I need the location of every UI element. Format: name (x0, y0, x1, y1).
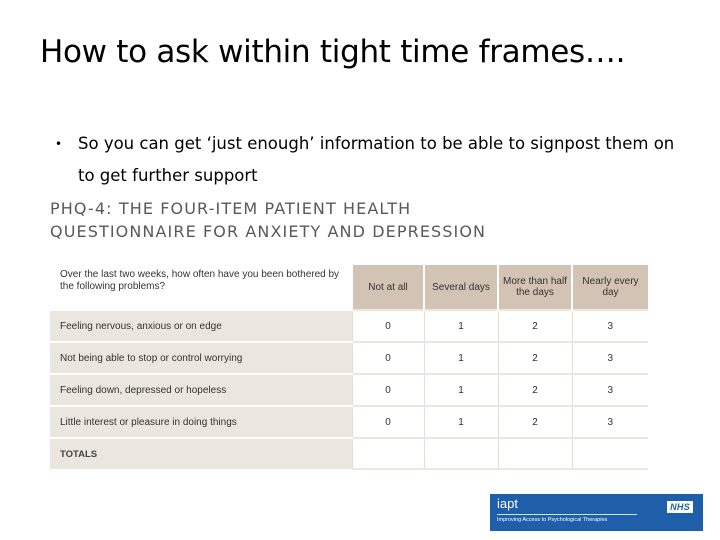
item-label: Little interest or pleasure in doing things (50, 406, 352, 438)
totals-cell (424, 438, 498, 469)
option-header: Nearly every day (572, 265, 648, 310)
iapt-logo (490, 494, 703, 531)
option-header: More than half the days (498, 265, 572, 310)
totals-cell (572, 438, 648, 469)
item-label: Feeling nervous, anxious or on edge (50, 310, 352, 342)
table-row (50, 406, 648, 438)
phq-heading-line2: QUESTIONNAIRE FOR ANXIETY AND DEPRESSION (50, 222, 487, 241)
table-row (50, 310, 648, 342)
score-cell: 3 (572, 374, 648, 406)
iapt-name: iapt (497, 496, 518, 511)
table-header-row (50, 265, 648, 310)
score-cell: 1 (424, 342, 498, 374)
item-label: Not being able to stop or control worrying (50, 342, 352, 374)
option-header: Not at all (352, 265, 424, 310)
slide-title: How to ask within tight time frames…. (40, 34, 626, 70)
score-cell: 2 (498, 342, 572, 374)
question-header: Over the last two weeks, how often have you been bothered by the following problems? (50, 265, 352, 310)
score-cell: 2 (498, 310, 572, 342)
phq4-table (50, 265, 648, 470)
score-cell: 1 (424, 406, 498, 438)
score-cell: 2 (498, 406, 572, 438)
bullet-symbol: • (55, 137, 63, 151)
bullet-item (55, 128, 675, 192)
score-cell: 3 (572, 310, 648, 342)
totals-row (50, 438, 648, 469)
score-cell: 1 (424, 310, 498, 342)
phq-heading (50, 197, 650, 243)
score-cell: 0 (352, 406, 424, 438)
totals-label: TOTALS (50, 438, 352, 469)
nhs-logo: NHS (667, 501, 693, 513)
score-cell: 0 (352, 374, 424, 406)
score-cell: 2 (498, 374, 572, 406)
score-cell: 3 (572, 342, 648, 374)
score-cell: 0 (352, 310, 424, 342)
phq-heading-line1: PHQ-4: THE FOUR-ITEM PATIENT HEALTH (50, 199, 412, 218)
iapt-divider (497, 514, 637, 515)
totals-cell (352, 438, 424, 469)
score-cell: 0 (352, 342, 424, 374)
option-header: Several days (424, 265, 498, 310)
item-label: Feeling down, depressed or hopeless (50, 374, 352, 406)
bullet-text: So you can get ‘just enough’ information to be able to signpost them on to get further support (78, 134, 675, 185)
totals-cell (498, 438, 572, 469)
table-row (50, 342, 648, 374)
table-row (50, 374, 648, 406)
score-cell: 1 (424, 374, 498, 406)
iapt-tagline: Improving Access to Psychological Therapies (497, 517, 608, 523)
score-cell: 3 (572, 406, 648, 438)
